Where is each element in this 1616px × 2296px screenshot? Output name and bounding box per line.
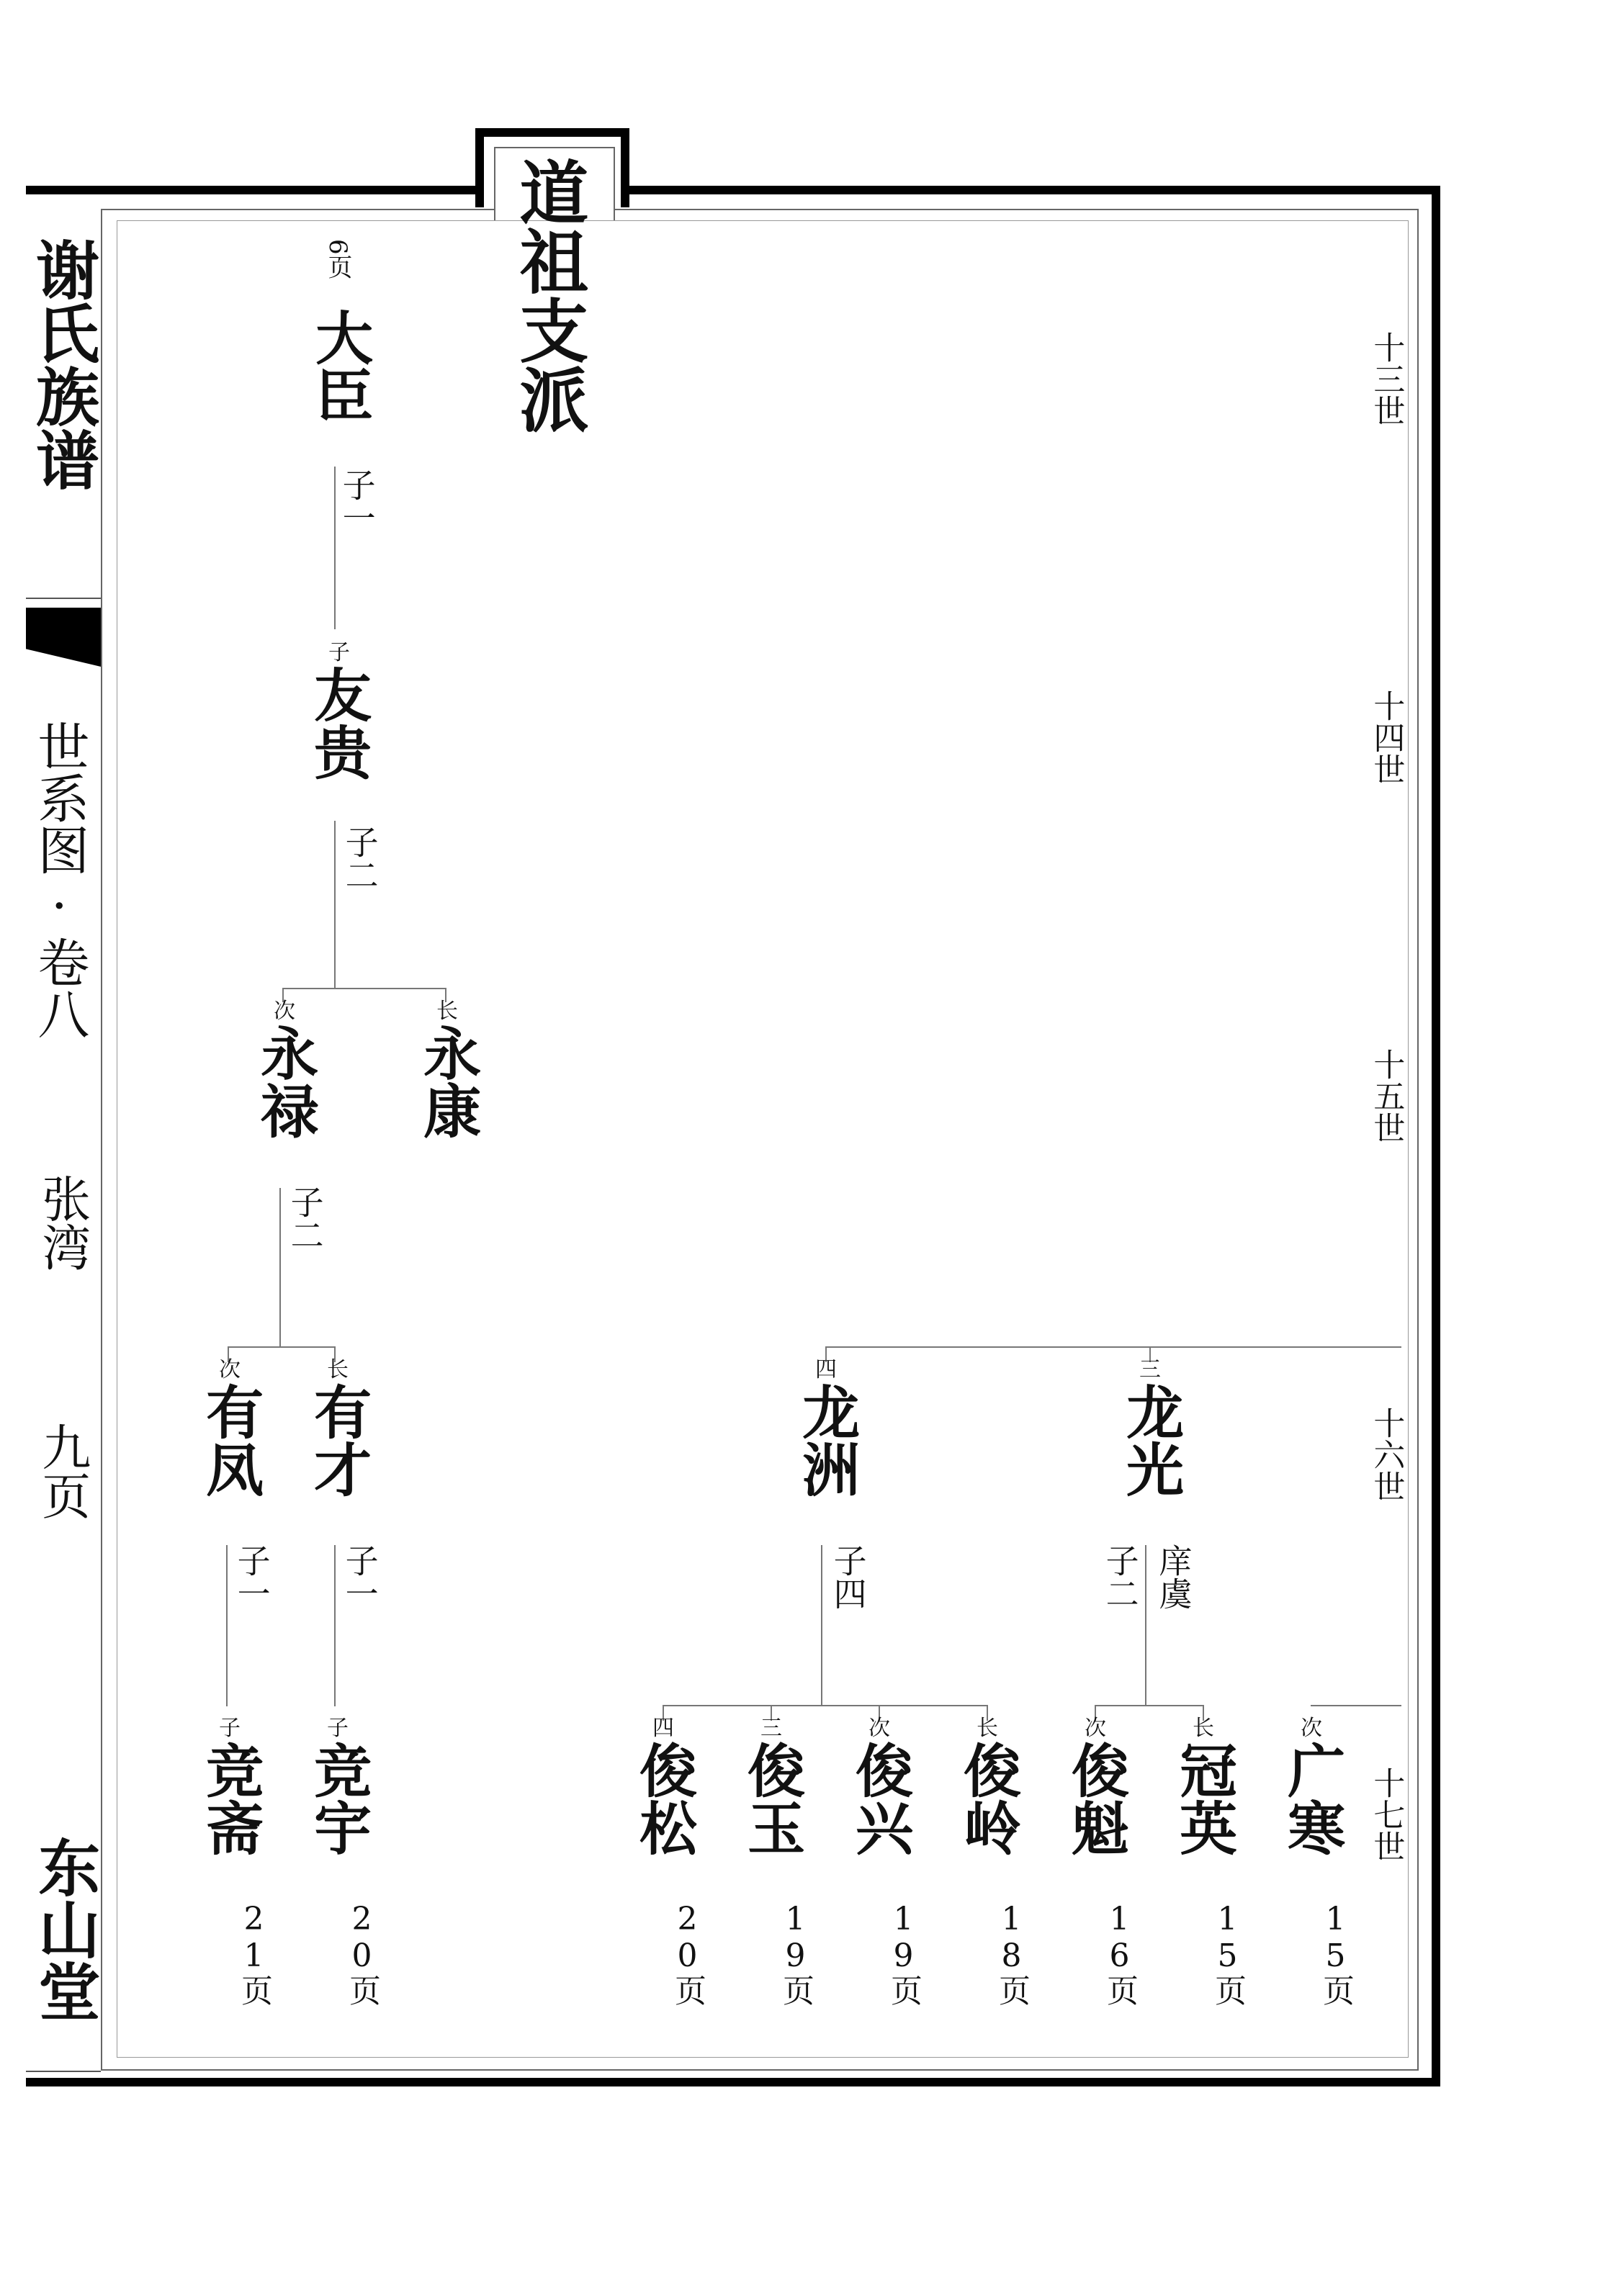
hall-name: 东山堂 bbox=[27, 1836, 101, 2022]
generation-label: 十七世 bbox=[1368, 1767, 1405, 1862]
tree-line bbox=[282, 988, 445, 989]
place-name: 张湾 bbox=[33, 1174, 91, 1271]
child-count: 子二 bbox=[285, 1185, 325, 1251]
generation-label: 十三世 bbox=[1368, 331, 1405, 426]
sibling-order: 长 bbox=[977, 1716, 998, 1741]
tree-line bbox=[663, 1705, 987, 1706]
person-name: 竞斋 bbox=[196, 1741, 264, 1856]
page-ref: 15页 bbox=[1209, 1901, 1246, 2006]
person-name: 永康 bbox=[413, 1024, 482, 1139]
branch-title: 道祖支派 bbox=[508, 157, 590, 433]
tree-line bbox=[825, 1346, 1401, 1348]
page-ref: 15页 bbox=[1317, 1901, 1354, 2006]
child-count: 子二 bbox=[1100, 1544, 1140, 1610]
page-ref: 20页 bbox=[344, 1901, 380, 2006]
page-ref: 18页 bbox=[993, 1901, 1030, 2006]
tree-line bbox=[279, 1188, 281, 1348]
tree-line bbox=[1145, 1545, 1146, 1706]
sibling-order: 四 bbox=[815, 1357, 837, 1382]
generation-label: 十四世 bbox=[1368, 690, 1405, 785]
page-ref: 21页 bbox=[235, 1901, 272, 2006]
tree-line bbox=[226, 1545, 228, 1706]
person-name: 大臣 bbox=[305, 308, 374, 423]
tree-line bbox=[1095, 1705, 1203, 1706]
sibling-order: 子 bbox=[219, 1716, 241, 1741]
person-name: 有才 bbox=[304, 1382, 372, 1498]
sibling-order: 次 bbox=[1301, 1716, 1322, 1741]
child-count: 子四 bbox=[828, 1544, 868, 1610]
child-count: 子一 bbox=[340, 1544, 380, 1610]
person-name: 俊玉 bbox=[737, 1741, 806, 1856]
spine-bottom-rule bbox=[26, 2071, 101, 2072]
child-count: 子二 bbox=[340, 825, 380, 891]
person-name: 俊岭 bbox=[953, 1741, 1022, 1856]
page-ref: 19页 bbox=[885, 1901, 922, 2006]
spine-divider bbox=[26, 598, 101, 599]
child-count: 子一 bbox=[232, 1544, 271, 1610]
sibling-order: 长 bbox=[327, 1357, 349, 1382]
page-number: 九页 bbox=[33, 1422, 91, 1520]
title-note: 庠虞 bbox=[1154, 1544, 1193, 1610]
volume-label: 世系图·卷八 bbox=[29, 720, 90, 1040]
sibling-order: 长 bbox=[1193, 1716, 1214, 1741]
person-name: 永禄 bbox=[251, 1024, 319, 1139]
sibling-order: 三 bbox=[1139, 1357, 1161, 1382]
person-name: 友贵 bbox=[304, 665, 372, 780]
tree-line bbox=[334, 467, 336, 629]
generation-label: 十六世 bbox=[1368, 1407, 1405, 1502]
sibling-order: 长 bbox=[436, 999, 458, 1024]
person-name: 冠英 bbox=[1170, 1741, 1238, 1856]
page-ref: 19页 bbox=[777, 1901, 814, 2006]
person-name: 有凤 bbox=[196, 1382, 264, 1498]
person-name: 竞宇 bbox=[304, 1741, 372, 1856]
tree-line bbox=[228, 1346, 336, 1348]
person-name: 龙光 bbox=[1116, 1382, 1185, 1498]
sibling-order: 子 bbox=[327, 1716, 349, 1741]
sibling-order: 次 bbox=[868, 1716, 890, 1741]
generation-label: 十五世 bbox=[1368, 1048, 1405, 1143]
sibling-order: 四 bbox=[652, 1716, 674, 1741]
sibling-order: 次 bbox=[1085, 1716, 1106, 1741]
page-ref: 20页 bbox=[669, 1901, 706, 2006]
sibling-order: 子 bbox=[328, 640, 350, 665]
child-count: 子一 bbox=[337, 468, 377, 534]
tree-line bbox=[334, 1545, 336, 1706]
sibling-order: 次 bbox=[219, 1357, 241, 1382]
source-page-note: 6页 bbox=[323, 239, 352, 279]
sibling-order: 次 bbox=[274, 999, 295, 1024]
page-ref: 16页 bbox=[1101, 1901, 1138, 2006]
tree-line bbox=[821, 1545, 822, 1706]
person-name: 俊松 bbox=[629, 1741, 698, 1856]
person-name: 龙洲 bbox=[792, 1382, 861, 1498]
person-name: 俊魁 bbox=[1061, 1741, 1130, 1856]
sibling-order: 三 bbox=[760, 1716, 782, 1741]
tree-line bbox=[334, 821, 336, 989]
person-name: 广寒 bbox=[1278, 1741, 1346, 1856]
person-name: 俊兴 bbox=[845, 1741, 914, 1856]
book-title: 谢氏族谱 bbox=[26, 238, 102, 491]
tree-line bbox=[1311, 1705, 1401, 1706]
